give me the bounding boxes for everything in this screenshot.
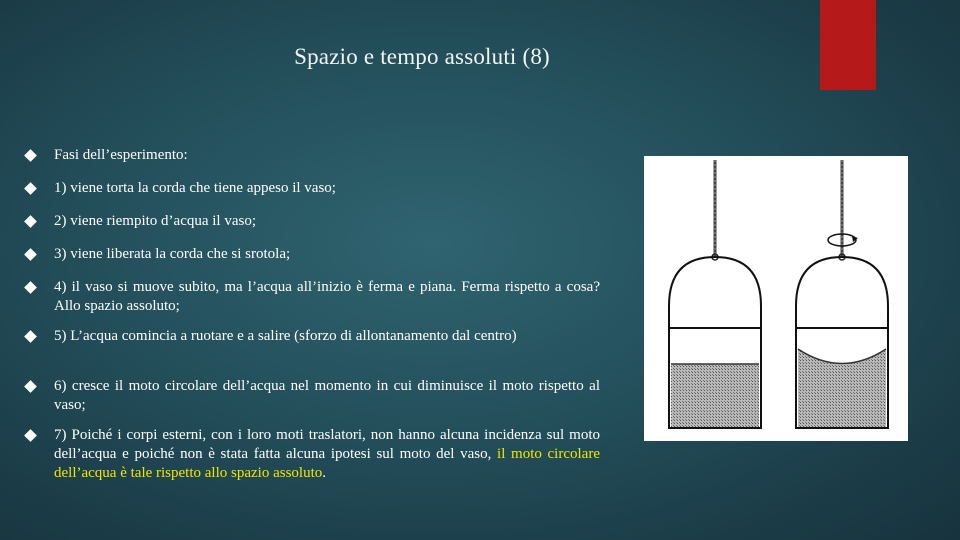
bullet-item	[24, 426, 600, 483]
diamond-bullet-icon	[24, 248, 37, 261]
bullet-text: Fasi dell’esperimento:	[54, 147, 188, 163]
highlighted-conclusion: il moto circolare dell’acqua è tale rispetto allo spazio assoluto	[54, 446, 600, 481]
diamond-bullet-icon	[24, 380, 37, 393]
diamond-bullet-icon	[24, 330, 37, 343]
bucket-icon	[669, 160, 761, 428]
bullet-item	[24, 278, 600, 316]
diamond-bullet-icon	[24, 429, 37, 442]
bullet-text: 6) cresce il moto circolare dell’acqua nel momento in cui diminuisce il moto rispetto al vaso;	[54, 378, 600, 413]
bullet-text: 2) viene riempito d’acqua il vaso;	[54, 213, 257, 229]
bullet-text: 1) viene torta la corda che tiene appeso il vaso;	[54, 180, 336, 196]
diamond-bullet-icon	[24, 215, 37, 228]
slide-title: Spazio e tempo assoluti (8)	[294, 44, 550, 69]
bullet-item	[24, 179, 600, 198]
bullet-item	[24, 327, 600, 365]
diamond-bullet-icon	[24, 281, 37, 294]
bullet-text: 5) L’acqua comincia a ruotare e a salire (sforzo di allontanamento dal centro)	[54, 328, 517, 344]
bullet-item	[24, 377, 600, 415]
bullet-item	[24, 212, 600, 231]
bullet-text-tail: .	[322, 465, 326, 481]
bucket-icon	[796, 160, 888, 428]
bullet-item	[24, 146, 600, 165]
diamond-bullet-icon	[24, 149, 37, 162]
diamond-bullet-icon	[24, 182, 37, 195]
bucket-illustration	[644, 156, 908, 441]
bullet-item	[24, 245, 600, 264]
bullet-text: 3) viene liberata la corda che si srotola;	[54, 246, 291, 262]
bullet-list	[24, 146, 600, 483]
bucket-experiment-figure	[644, 156, 908, 441]
bullet-text: 7) Poiché i corpi esterni, con i loro moti traslatori, non hanno alcuna incidenza sul moto dell’acqua e poiché non è stata fatta alcuna ipotesi sul moto del vaso,	[54, 427, 600, 462]
bullet-text: 4) il vaso si muove subito, ma l’acqua all’inizio è ferma e piana. Ferma rispetto a cosa? Allo spazio assoluto;	[54, 279, 600, 314]
